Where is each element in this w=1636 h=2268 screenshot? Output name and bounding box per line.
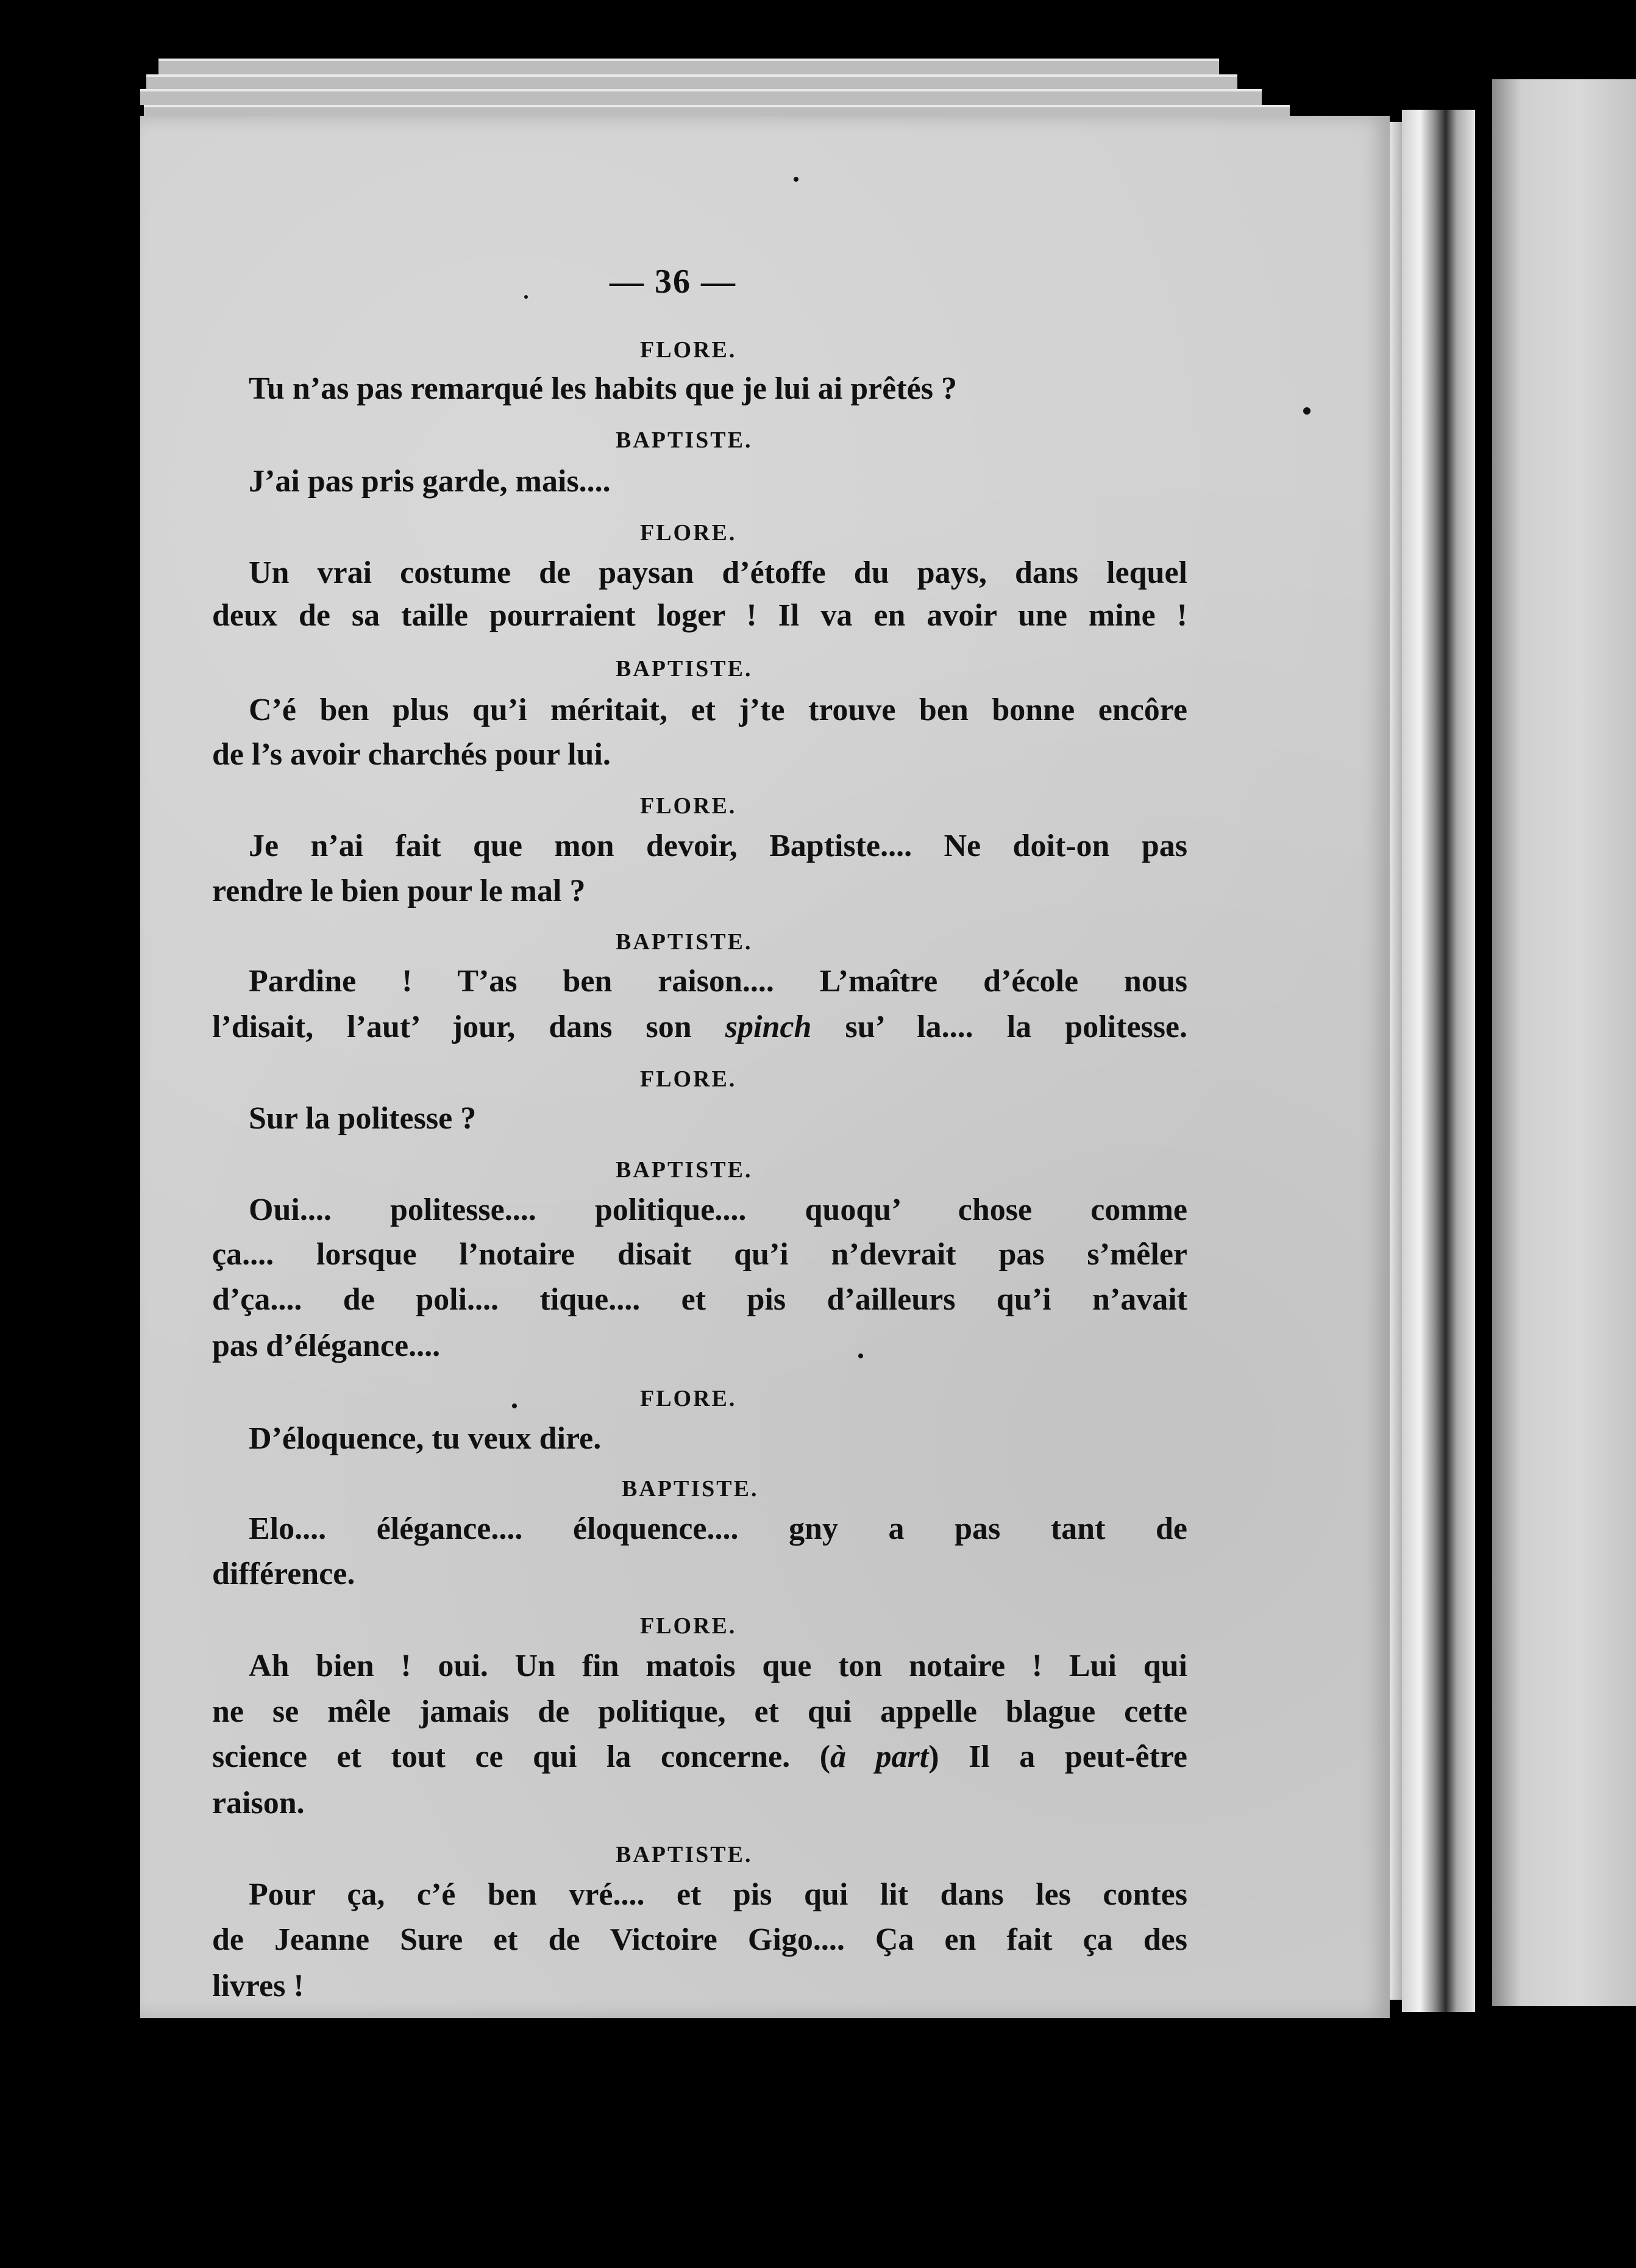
ink-speck <box>1303 407 1311 415</box>
speaker-label: FLORE. <box>640 520 737 546</box>
speaker-label: FLORE. <box>640 1386 737 1411</box>
speaker-label: BAPTISTE. <box>616 929 753 955</box>
ink-speck <box>794 177 798 182</box>
speaker-label: BAPTISTE. <box>616 1842 753 1867</box>
page-number: — 36 — <box>610 263 736 301</box>
dialogue-line: C’é ben plus qu’i méritait, et j’te trouve ben bonne encôre <box>249 693 1187 727</box>
dialogue-line: J’ai pas pris garde, mais.... <box>249 464 611 499</box>
dialogue-line: d’ça.... de poli.... tique.... et pis d’ailleurs qu’i n’avait <box>212 1282 1187 1317</box>
page-edge <box>140 89 1262 105</box>
dialogue-line: livres ! <box>212 1969 304 2003</box>
book-gutter <box>1402 110 1475 2012</box>
dialogue-line: ne se mêle jamais de politique, et qui appelle blague cette <box>212 1694 1187 1729</box>
ink-speck <box>524 295 528 299</box>
line-segment: l’disait, l’aut’ jour, dans son <box>212 1010 692 1044</box>
dialogue-line <box>212 1739 1187 1775</box>
speaker-label: FLORE. <box>640 337 737 363</box>
line-segment: su’ la.... la politesse. <box>845 1010 1188 1044</box>
dialogue-line: Sur la politesse ? <box>249 1101 477 1136</box>
line-segment: ) Il a peut-être <box>928 1739 1188 1774</box>
speaker-label: BAPTISTE. <box>616 1157 753 1183</box>
dialogue-line: ça.... lorsque l’notaire disait qu’i n’devrait pas s’mêler <box>212 1237 1187 1272</box>
dialogue-line: D’éloquence, tu veux dire. <box>249 1421 602 1456</box>
dialogue-line <box>212 1009 1187 1045</box>
dialogue-line: rendre le bien pour le mal ? <box>212 874 586 908</box>
dialogue-line: Un vrai costume de paysan d’étoffe du pays, dans lequel <box>249 555 1187 590</box>
dialogue-line: Elo.... élégance.... éloquence.... gny a pas tant de <box>249 1511 1187 1546</box>
line-segment: science et tout ce qui la concerne. ( <box>212 1739 831 1774</box>
dialogue-line: Pour ça, c’é ben vré.... et pis qui lit dans les contes <box>249 1877 1187 1912</box>
page-edge <box>158 59 1219 74</box>
italic-word: spinch <box>725 1010 812 1044</box>
speaker-label: BAPTISTE. <box>616 427 753 453</box>
dialogue-line: Tu n’as pas remarqué les habits que je lui ai prêtés ? <box>249 371 957 406</box>
italic-word: à part <box>830 1739 929 1774</box>
speaker-label: BAPTISTE. <box>616 656 753 682</box>
speaker-label: FLORE. <box>640 1066 737 1092</box>
dialogue-line: Pardine ! T’as ben raison.... L’maître d’école nous <box>249 964 1187 999</box>
ink-speck <box>858 1353 863 1358</box>
dialogue-line: Oui.... politesse.... politique.... quoqu’ chose comme <box>249 1193 1187 1227</box>
dialogue-line: de Jeanne Sure et de Victoire Gigo.... Ça en fait ça des <box>212 1922 1187 1957</box>
speaker-label: FLORE. <box>640 1613 737 1639</box>
dialogue-line: Je n’ai fait que mon devoir, Baptiste.... Ne doit-on pas <box>249 829 1187 863</box>
ink-speck <box>512 1403 517 1408</box>
speaker-label: FLORE. <box>640 793 737 819</box>
facing-page-edge <box>1492 79 1636 2006</box>
dialogue-line: raison. <box>212 1786 305 1820</box>
dialogue-line: pas d’élégance.... <box>212 1328 441 1363</box>
dialogue-line: différence. <box>212 1557 355 1591</box>
dialogue-line: Ah bien ! oui. Un fin matois que ton notaire ! Lui qui <box>249 1649 1187 1683</box>
dialogue-line: deux de sa taille pourraient loger ! Il va en avoir une mine ! <box>212 598 1187 633</box>
speaker-label: BAPTISTE. <box>622 1476 759 1502</box>
page-edge <box>146 74 1237 89</box>
dialogue-line: de l’s avoir charchés pour lui. <box>212 737 611 772</box>
